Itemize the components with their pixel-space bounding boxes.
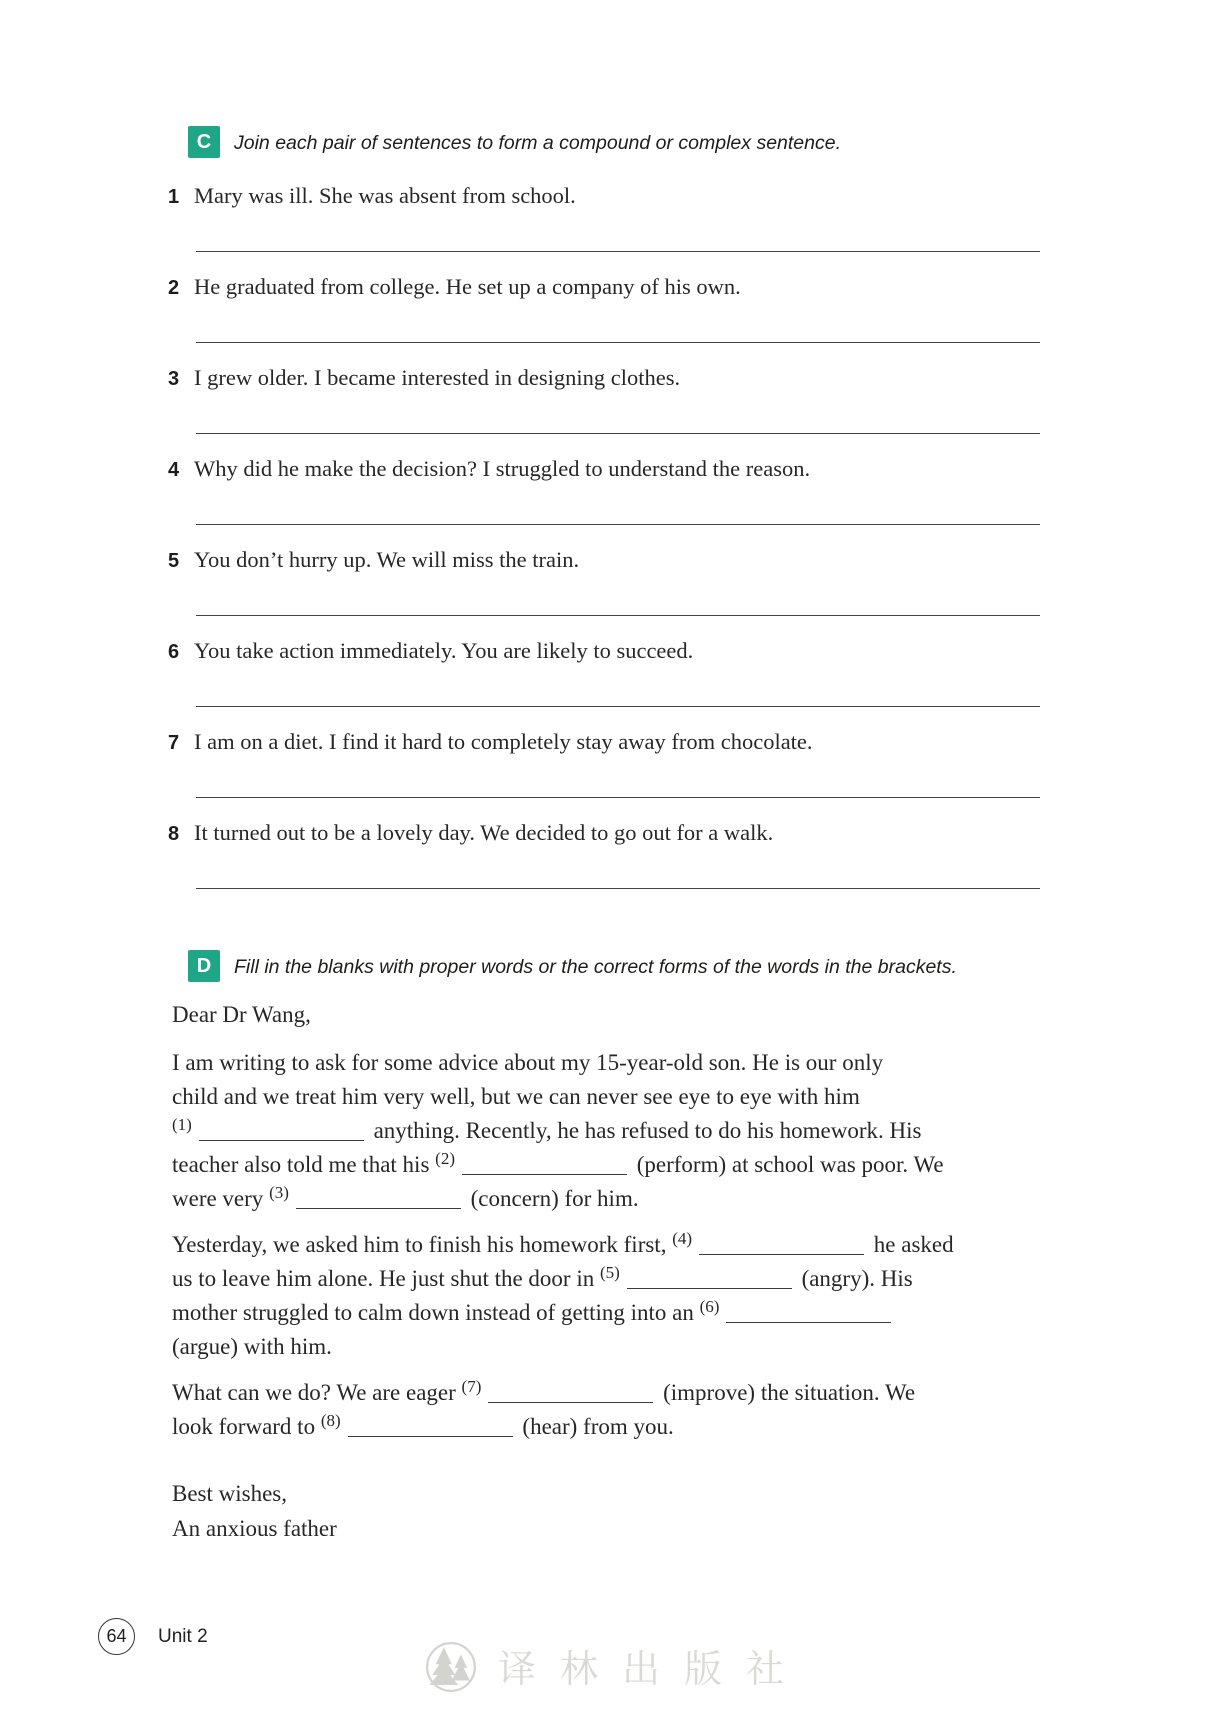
answer-line-3 — [196, 433, 1040, 434]
fill-in-blank-line — [348, 1423, 513, 1437]
answer-line-7 — [196, 797, 1040, 798]
blank-number: (5) — [599, 1263, 620, 1282]
page-number: 64 — [106, 1626, 127, 1646]
section-c-label: C — [196, 130, 212, 153]
blank-number: (7) — [461, 1377, 482, 1396]
answer-line-5 — [196, 615, 1040, 616]
letter-text: Yesterday, we asked him to finish his homework first, — [172, 1232, 673, 1257]
blank-number: (3) — [269, 1183, 289, 1202]
letter-greeting: Dear Dr Wang, — [172, 1002, 311, 1027]
section-c-instruction: Join each pair of sentences to form a compound or complex sentence. — [234, 132, 842, 154]
section-c-label-box — [188, 126, 220, 158]
letter-line — [172, 1262, 1072, 1296]
item-number: 5 — [168, 550, 180, 572]
answer-line-4 — [196, 524, 1040, 525]
publisher-watermark — [424, 1640, 808, 1699]
exercise-item-4 — [168, 454, 1048, 485]
blank-number: (6) — [699, 1297, 720, 1316]
answer-line-6 — [196, 706, 1040, 707]
letter-line — [172, 1330, 1072, 1364]
item-sentence: It turned out to be a lovely day. We decided to go out for a walk. — [194, 820, 774, 845]
letter-line — [172, 1376, 1072, 1410]
exercise-item-2 — [168, 272, 1048, 303]
exercise-item-3 — [168, 363, 1048, 394]
item-sentence: He graduated from college. He set up a company of his own. — [194, 274, 741, 299]
item-number: 3 — [168, 368, 180, 390]
letter-line — [172, 1148, 1072, 1182]
letter-text: (concern) for him. — [464, 1186, 639, 1211]
answer-line-1 — [196, 251, 1040, 252]
exercise-item-7 — [168, 727, 1048, 758]
item-sentence: I am on a diet. I find it hard to completely stay away from chocolate. — [194, 729, 813, 754]
letter-text: he asked — [868, 1232, 954, 1257]
letter-line — [172, 1080, 1072, 1114]
blank-number: (8) — [320, 1411, 341, 1430]
answer-line-2 — [196, 342, 1040, 343]
letter-line — [172, 1046, 1072, 1080]
item-sentence: Why did he make the decision? I struggled to understand the reason. — [194, 456, 811, 481]
exercise-item-6 — [168, 636, 1048, 667]
fill-in-blank-line — [699, 1241, 864, 1255]
letter-paragraph-3 — [172, 1376, 1072, 1444]
fill-in-blank-line — [627, 1275, 792, 1289]
letter-text: us to leave him alone. He just shut the door in — [172, 1266, 600, 1291]
fill-in-blank-line — [462, 1161, 627, 1175]
exercise-item-1 — [168, 181, 1048, 212]
item-number: 6 — [168, 641, 180, 663]
publisher-name: 译林出版社 — [498, 1648, 809, 1691]
yilin-pines-logo-icon — [424, 1640, 478, 1699]
letter-paragraph-1 — [172, 1046, 1072, 1216]
letter-closing — [172, 1476, 1072, 1546]
letter-text: I am writing to ask for some advice about my 15-year-old son. He is our only — [172, 1050, 884, 1075]
closing-line: An anxious father — [172, 1516, 337, 1541]
letter-text: What can we do? We are eager — [172, 1380, 462, 1405]
letter-text: were very — [172, 1186, 270, 1211]
letter-text: mother struggled to calm down instead of getting into an — [172, 1300, 700, 1325]
item-sentence: You don’t hurry up. We will miss the train. — [194, 547, 580, 572]
letter-text: teacher also told me that his — [172, 1152, 436, 1177]
letter-text: (improve) the situation. We — [657, 1380, 916, 1405]
item-number: 1 — [168, 186, 180, 208]
letter-text: anything. Recently, he has refused to do his homework. His — [367, 1118, 922, 1143]
section-d-instruction: Fill in the blanks with proper words or the correct forms of the words in the brackets. — [234, 956, 957, 978]
fill-in-blank-line — [488, 1389, 653, 1403]
section-d-label-box — [188, 950, 220, 982]
section-d-label: D — [196, 954, 212, 977]
letter-line — [172, 1228, 1072, 1262]
answer-line-8 — [196, 888, 1040, 889]
page-number-badge — [98, 1618, 135, 1655]
fill-in-blank-line — [199, 1127, 364, 1141]
item-number: 8 — [168, 823, 180, 845]
item-sentence: I grew older. I became interested in designing clothes. — [194, 365, 681, 390]
blank-number: (1) — [172, 1115, 192, 1134]
item-sentence: You take action immediately. You are likely to succeed. — [194, 638, 694, 663]
letter-text: (hear) from you. — [516, 1414, 674, 1439]
letter-line — [172, 1410, 1072, 1444]
exercise-item-8 — [168, 818, 1048, 849]
letter-line — [172, 1182, 1072, 1216]
unit-label: Unit 2 — [158, 1626, 208, 1647]
letter-text: (angry). His — [795, 1266, 913, 1291]
letter-line — [172, 1114, 1072, 1148]
item-number: 2 — [168, 277, 180, 299]
item-sentence: Mary was ill. She was absent from school. — [194, 183, 576, 208]
blank-number: (2) — [435, 1149, 455, 1168]
exercise-item-5 — [168, 545, 1048, 576]
item-number: 4 — [168, 459, 180, 481]
letter-paragraph-2 — [172, 1228, 1072, 1364]
letter-text: (perform) at school was poor. We — [630, 1152, 944, 1177]
letter-text: look forward to — [172, 1414, 321, 1439]
item-number: 7 — [168, 732, 180, 754]
fill-in-blank-line — [296, 1195, 461, 1209]
letter-text: child and we treat him very well, but we can never see eye to eye with him — [172, 1084, 860, 1109]
closing-line: Best wishes, — [172, 1481, 287, 1506]
letter-line — [172, 1296, 1072, 1330]
blank-number: (4) — [672, 1229, 693, 1248]
letter-text: (argue) with him. — [172, 1334, 332, 1359]
fill-in-blank-line — [726, 1309, 891, 1323]
